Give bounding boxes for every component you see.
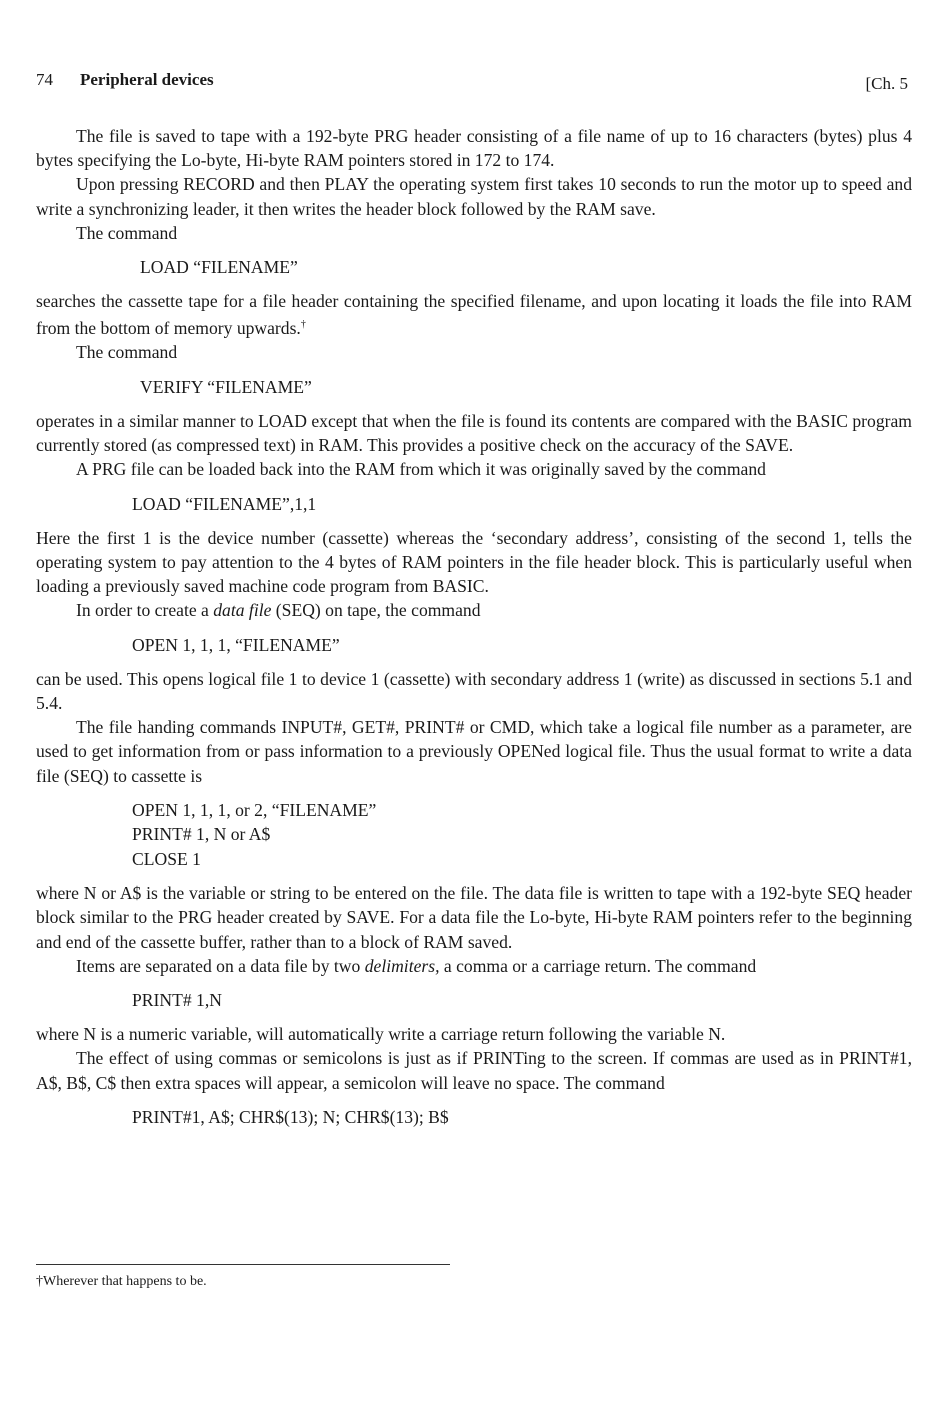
paragraph: where N is a numeric variable, will automatically write a carriage return following the variable N. [36,1024,726,1045]
body-text [36,124,912,1139]
paragraph [36,598,912,622]
emphasis: delimiters, [364,955,440,976]
command-line: OPEN 1, 1, 1, “FILENAME” [132,634,340,655]
command-line: OPEN 1, 1, 1, or 2, “FILENAME” [132,799,377,820]
command-line: CLOSE 1 [132,848,201,869]
command-line: PRINT# 1, N or A$ [132,824,271,845]
chapter-label: [Ch. 5 [865,74,908,93]
page-number: 74 [36,70,53,89]
paragraph: Here the first 1 is the device number (cassette) whereas the ‘secondary address’, consisting of the second 1, tells the operating system to pay attention to the 4 bytes of RAM pointers in the file header block. This is particularly useful when loading a previously saved machine code program from BASIC. [36,527,912,597]
paragraph: The file handing commands INPUT#, GET#, PRINT# or CMD, which take a logical file number as a parameter, are used to get information from or pass information to a previously OPENed logical file. Thus the usual format to write a data file (SEQ) to cassette is [36,717,912,786]
footnote: †Wherever that happens to be. [36,1274,207,1289]
command-line: PRINT# 1,N [132,990,222,1011]
paragraph: operates in a similar manner to LOAD except that when the file is found its contents are compared with the BASIC program currently stored (as compressed text) in RAM. This provides a positive check on the accuracy of the SAVE. [36,410,912,456]
paragraph: The effect of using commas or semicolons is just as if PRINTing to the screen. If commas are used as in PRINT#1, A$, B$, C$ then extra spaces will appear, a semicolon will leave no space. The command [36,1048,912,1093]
page-header [36,70,916,94]
text-run: (SEQ) on tape, the command [271,600,481,621]
running-title: Peripheral devices [80,70,214,89]
command-line: PRINT#1, A$; CHR$(13); N; CHR$(13); B$ [132,1106,449,1127]
paragraph: The command [76,342,178,363]
paragraph [36,954,912,978]
emphasis: data file [213,600,272,621]
text-run: Items are separated on a data file by two [76,955,365,976]
paragraph [36,289,912,340]
text-run: a comma or a carriage return. The command [439,955,757,976]
paragraph: Upon pressing RECORD and then PLAY the operating system first takes 10 seconds to run the motor up to speed and write a synchronizing leader, it then writes the header block followed by the RAM save. [36,174,912,219]
footnote-rule [36,1264,450,1265]
command-line: LOAD “FILENAME” [140,257,298,278]
paragraph: The command [76,222,178,243]
text-run: In order to create a [76,600,214,621]
command-line: VERIFY “FILENAME” [140,376,312,397]
paragraph: The file is saved to tape with a 192-byte PRG header consisting of a file name of up to 16 characters (bytes) plus 4 bytes specifying the Lo-byte, Hi-byte RAM pointers stored in 172 to 174. [36,126,912,171]
footnote-marker: † [300,319,306,331]
paragraph: where N or A$ is the variable or string to be entered on the file. The data file is written to tape with a 192-byte SEQ header block similar to the PRG header created by SAVE. For a data file the Lo-byte, Hi-byte RAM pointers refer to the beginning and end of the cassette buffer, rather than to a block of RAM saved. [36,883,912,952]
command-line: LOAD “FILENAME”,1,1 [132,493,317,514]
paragraph: A PRG file can be loaded back into the RAM from which it was originally saved by the command [76,459,766,480]
paragraph-text: searches the cassette tape for a file header containing the specified filename, and upon locating it loads the file into RAM from the bottom of memory upwards. [36,291,912,339]
paragraph: can be used. This opens logical file 1 to device 1 (cassette) with secondary address 1 (write) as discussed in sections 5.1 and 5.4. [36,668,912,713]
command-block [132,798,912,872]
